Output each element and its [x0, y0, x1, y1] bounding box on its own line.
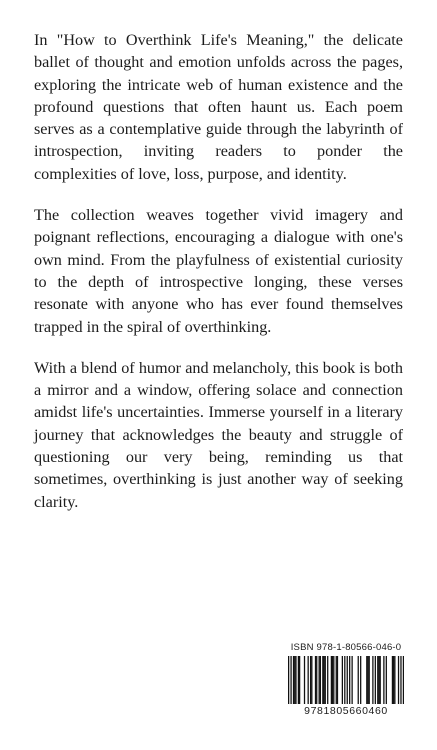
barcode-bar: [295, 656, 296, 704]
blurb-paragraph-1: In "How to Overthink Life's Meaning," the delicate ballet of thought and emotion unfolds across the pages, exploring the intricate web of human existence and the profound questions that often haunt us. Each poem serves as a contemplative guide through the labyrinth of introspection, inviting readers to ponder the complexities of love, loss, purpose, and identity.: [34, 31, 403, 183]
book-blurb: [34, 29, 403, 532]
barcode-bar: [322, 656, 323, 704]
barcode-bar: [333, 656, 334, 704]
barcode-bar: [349, 656, 350, 704]
barcode-bar: [294, 656, 295, 704]
barcode-bar: [403, 656, 404, 704]
barcode-image: [288, 656, 404, 704]
barcode-bar: [327, 656, 328, 704]
barcode-bar: [377, 656, 378, 704]
blurb-paragraph-3: With a blend of humor and melancholy, this book is both a mirror and a window, offering solace and connection amidst life's uncertainties. Immerse yourself in a literary journey that acknowledges the beauty and struggle of questioning our very being, reminding us that sometimes, overthinking is just another way of seeking clarity.: [34, 358, 403, 511]
barcode-bar: [320, 656, 321, 704]
barcode-bar: [293, 656, 294, 704]
barcode-bar: [383, 656, 384, 704]
barcode-bar: [400, 656, 401, 704]
barcode-bar: [375, 656, 376, 704]
barcode-bar: [325, 656, 326, 704]
barcode-bar: [298, 656, 299, 704]
barcode-bar: [319, 656, 320, 704]
barcode-bar: [393, 656, 394, 704]
barcode-bar: [369, 656, 370, 704]
barcode-bar: [358, 656, 359, 704]
ean-digits: 9781805660460: [304, 705, 388, 717]
barcode-bar: [394, 656, 395, 704]
barcode-bar: [344, 656, 345, 704]
barcode-bar: [310, 656, 311, 704]
barcode-bar: [366, 656, 367, 704]
barcode-bar: [367, 656, 368, 704]
barcode-bar: [336, 656, 337, 704]
barcode-bar: [378, 656, 379, 704]
barcode-bar: [351, 656, 352, 704]
blurb-paragraph-2: The collection weaves together vivid imagery and poignant reflections, encouraging a dialogue with one's own mind. From the playfulness of existential curiosity to the depth of introspective longing, these verses resonate with anyone who has ever found themselves trapped in the spiral of overthinking.: [34, 206, 403, 336]
barcode-bar: [316, 656, 317, 704]
barcode-bar: [331, 656, 332, 704]
isbn-barcode-block: [284, 642, 408, 718]
barcode-bar: [342, 656, 343, 704]
barcode-bar: [311, 656, 312, 704]
barcode-bar: [386, 656, 387, 704]
barcode-bar: [304, 656, 305, 704]
isbn-label: ISBN 978-1-80566-046-0: [290, 642, 402, 653]
barcode-bar: [323, 656, 324, 704]
barcode-bar: [392, 656, 393, 704]
barcode-bar: [288, 656, 289, 704]
barcode-bar: [290, 656, 291, 704]
barcode-bar: [308, 656, 309, 704]
barcode-bar: [299, 656, 300, 704]
barcode-bar: [360, 656, 361, 704]
barcode-bar: [398, 656, 399, 704]
barcode-bar: [347, 656, 348, 704]
barcode-bar: [380, 656, 381, 704]
barcode-bar: [332, 656, 333, 704]
barcode-bar: [315, 656, 316, 704]
barcode-bar: [337, 656, 338, 704]
barcode-bar: [372, 656, 373, 704]
